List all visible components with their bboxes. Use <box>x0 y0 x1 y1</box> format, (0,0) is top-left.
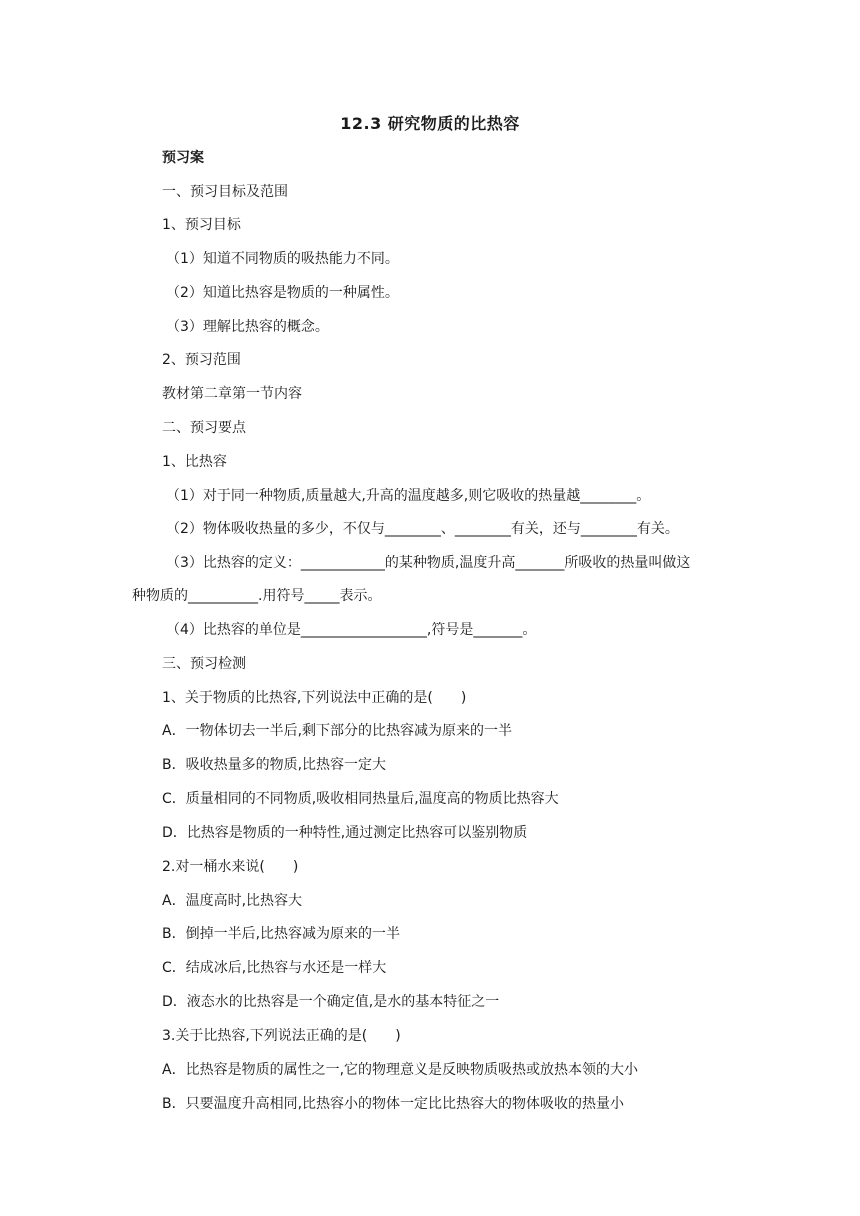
key-point-3-continued: 种物质的__________.用符号_____表示。 <box>132 588 382 604</box>
subheading-goals: 1、预习目标 <box>162 217 241 233</box>
key-point-3: （3）比热容的定义：____________的某种物质,温度升高_______所吸收的热量叫做这 <box>166 555 691 571</box>
subheading-scope: 2、预习范围 <box>162 352 241 368</box>
goal-item-2: （2）知道比热容是物质的一种属性。 <box>166 285 399 301</box>
question-2-option-a: A．温度高时,比热容大 <box>162 893 303 909</box>
question-1-option-b: B．吸收热量多的物质,比热容一定大 <box>162 757 387 773</box>
question-1-option-c: C．质量相同的不同物质,吸收相同热量后,温度高的物质比热容大 <box>162 791 559 807</box>
question-3-option-a: A．比热容是物质的属性之一,它的物理意义是反映物质吸热或放热本领的大小 <box>162 1062 639 1078</box>
question-1-option-a: A．一物体切去一半后,剩下部分的比热容减为原来的一半 <box>162 723 513 739</box>
section-heading-preview: 预习案 <box>162 150 204 166</box>
subheading-specific-heat: 1、比热容 <box>162 454 227 470</box>
question-2: 2.对一桶水来说( ) <box>162 859 299 875</box>
heading-key-points: 二、预习要点 <box>162 420 246 436</box>
heading-preview-check: 三、预习检测 <box>162 656 246 672</box>
question-2-option-b: B．倒掉一半后,比热容减为原来的一半 <box>162 926 401 942</box>
key-point-1: （1）对于同一种物质,质量越大,升高的温度越多,则它吸收的热量越________。 <box>166 488 651 504</box>
page-title: 12.3 研究物质的比热容 <box>340 114 520 133</box>
key-point-2: （2）物体吸收热量的多少，不仅与________、________有关，还与________有关。 <box>166 521 679 537</box>
question-3: 3.关于比热容,下列说法正确的是( ) <box>162 1028 401 1044</box>
goal-item-1: （1）知道不同物质的吸热能力不同。 <box>166 251 399 267</box>
question-2-option-c: C．结成冰后,比热容与水还是一样大 <box>162 960 387 976</box>
goal-item-3: （3）理解比热容的概念。 <box>166 319 329 335</box>
question-2-option-d: D．液态水的比热容是一个确定值,是水的基本特征之一 <box>162 994 500 1010</box>
question-3-option-b: B．只要温度升高相同,比热容小的物体一定比比热容大的物体吸收的热量小 <box>162 1096 625 1112</box>
key-point-4: （4）比热容的单位是__________________,符号是_______。 <box>166 622 537 638</box>
scope-text: 教材第二章第一节内容 <box>162 386 302 402</box>
heading-goals-scope: 一、预习目标及范围 <box>162 184 288 200</box>
question-1: 1、关于物质的比热容,下列说法中正确的是( ) <box>162 690 467 706</box>
question-1-option-d: D．比热容是物质的一种特性,通过测定比热容可以鉴别物质 <box>162 825 528 841</box>
